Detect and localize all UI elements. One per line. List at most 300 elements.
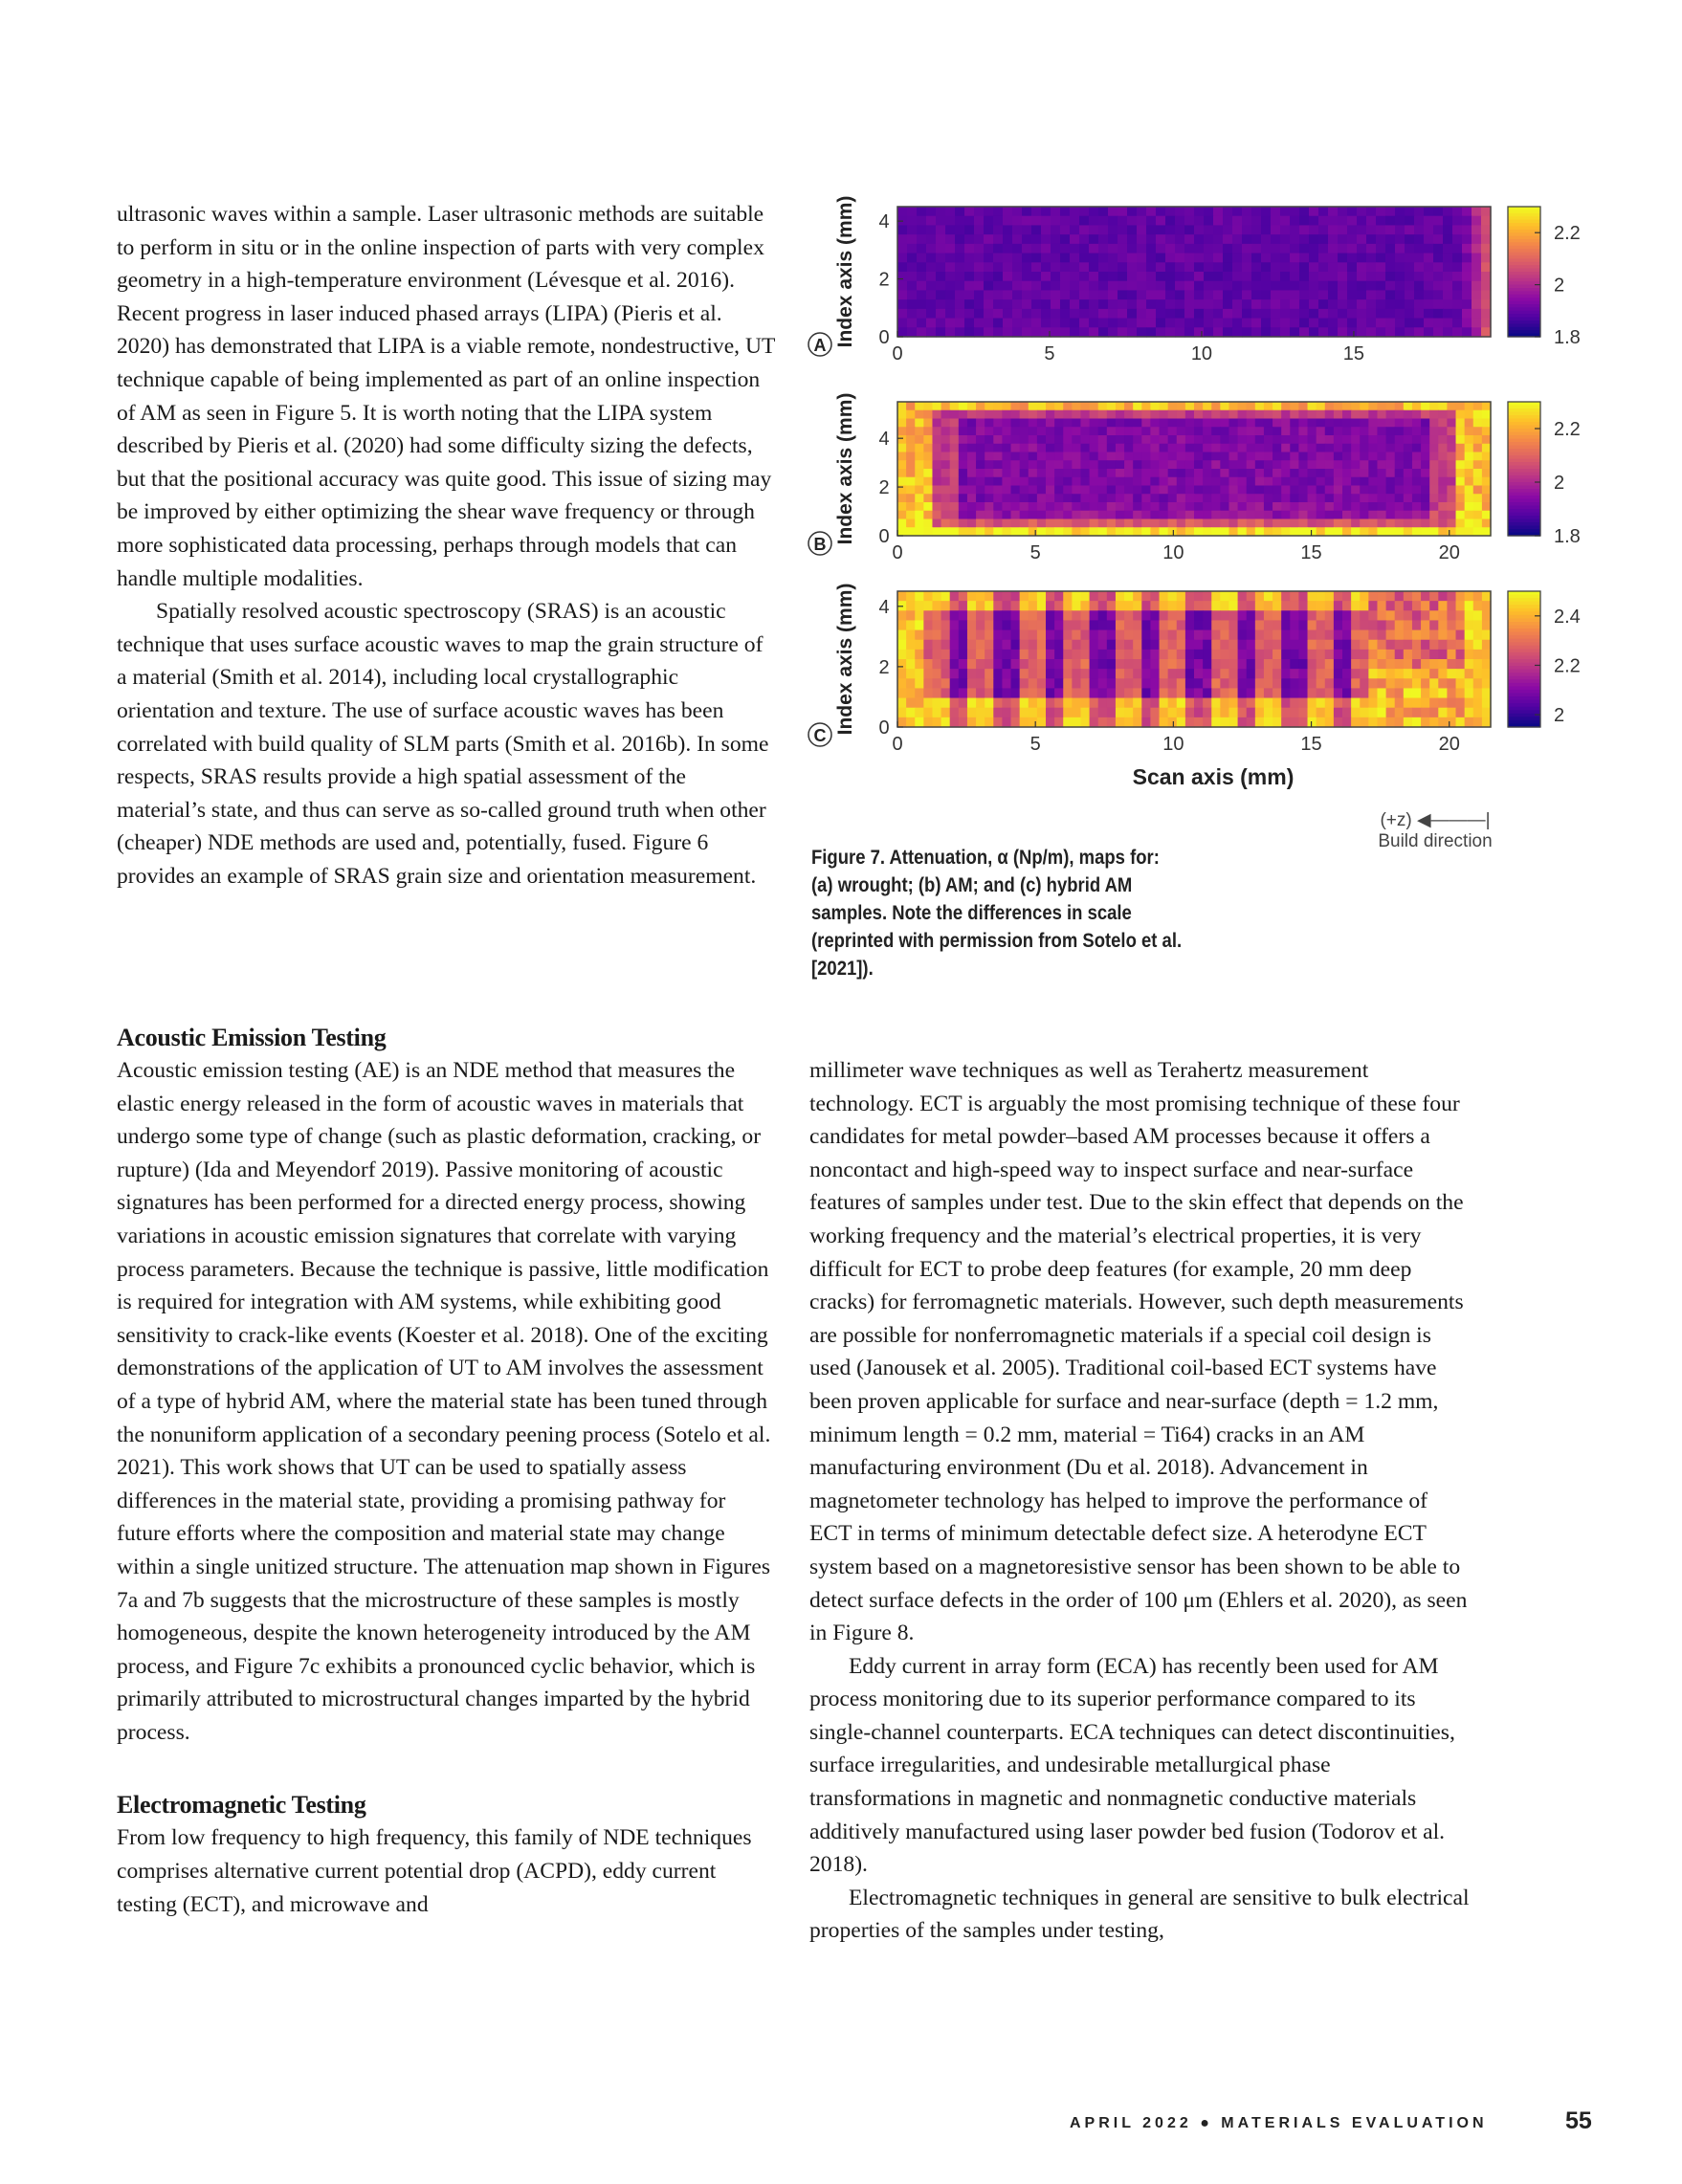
heatmap-cell xyxy=(1124,419,1134,428)
heatmap-cell xyxy=(1127,207,1138,216)
heatmap-cell xyxy=(1462,272,1472,281)
heatmap-cell xyxy=(1156,234,1166,244)
heatmap-cell xyxy=(1360,444,1369,452)
heatmap-cell xyxy=(984,254,994,263)
heatmap-cell xyxy=(1012,262,1023,272)
heatmap-cell xyxy=(1204,234,1214,244)
heatmap-cell xyxy=(976,717,985,728)
heatmap-cell xyxy=(906,610,916,621)
heatmap-cell xyxy=(1150,717,1160,728)
colorbar-segment xyxy=(1508,622,1540,626)
heatmap-cell xyxy=(1404,402,1413,410)
heatmap-cell xyxy=(1424,254,1434,263)
heatmap-cell xyxy=(1098,486,1108,495)
heatmap-cell xyxy=(1107,410,1117,419)
heatmap-cell xyxy=(1054,591,1064,602)
heatmap-cell xyxy=(1447,610,1456,621)
heatmap-cell xyxy=(915,511,924,519)
heatmap-cell xyxy=(1334,427,1343,435)
heatmap-cell xyxy=(959,502,968,511)
heatmap-cell xyxy=(1443,234,1453,244)
heatmap-cell xyxy=(1232,327,1243,337)
heatmap-cell xyxy=(1342,688,1352,698)
heatmap-cell xyxy=(1011,477,1021,486)
heatmap-cell xyxy=(1160,630,1169,641)
heatmap-cell xyxy=(1247,519,1256,528)
heatmap-cell xyxy=(1116,452,1125,461)
heatmap-cell xyxy=(1447,427,1456,435)
heatmap-cell xyxy=(1203,698,1212,709)
heatmap-cell xyxy=(1156,309,1166,319)
heatmap-cell xyxy=(1242,244,1252,254)
heatmap-cell xyxy=(1433,225,1444,234)
heatmap-cell xyxy=(950,708,960,718)
heatmap-cell xyxy=(1090,610,1099,621)
heatmap-cell xyxy=(1368,717,1378,728)
heatmap-cell xyxy=(1421,502,1430,511)
heatmap-cell xyxy=(1465,435,1474,444)
heatmap-cell xyxy=(1308,708,1317,718)
heatmap-cell xyxy=(1280,254,1291,263)
heatmap-cell xyxy=(1412,708,1422,718)
heatmap-cell xyxy=(1080,502,1090,511)
heatmap-cell xyxy=(1472,244,1482,254)
heatmap-cell xyxy=(1060,281,1071,291)
heatmap-cell xyxy=(1325,444,1335,452)
heatmap-cell xyxy=(1421,486,1430,495)
heatmap-cell xyxy=(1473,630,1483,641)
heatmap-cell xyxy=(1011,669,1021,679)
heatmap-cell xyxy=(959,519,968,528)
heatmap-cell xyxy=(906,402,916,410)
heatmap-cell xyxy=(1098,327,1109,337)
heatmap-cell xyxy=(1203,640,1212,651)
heatmap-cell xyxy=(1317,591,1326,602)
heatmap-cell xyxy=(1424,216,1434,226)
heatmap-cell xyxy=(1395,207,1405,216)
heatmap-cell xyxy=(1090,698,1099,709)
heatmap-cell xyxy=(1063,601,1073,611)
x-tick-label: 0 xyxy=(892,542,903,563)
heatmap-cell xyxy=(1107,688,1117,698)
heatmap-cell xyxy=(1412,419,1422,428)
x-tick-label: 15 xyxy=(1300,542,1322,563)
heatmap-cell xyxy=(1281,419,1291,428)
heatmap-cell xyxy=(1308,678,1317,689)
y-tick-label: 2 xyxy=(878,656,890,678)
colorbar-segment xyxy=(1508,469,1540,473)
heatmap-cell xyxy=(1299,254,1310,263)
heatmap-cell xyxy=(1368,640,1378,651)
heatmap-cell xyxy=(1046,650,1055,660)
heatmap-cell xyxy=(1298,659,1308,670)
heatmap-cell xyxy=(1281,410,1291,419)
heatmap-cell xyxy=(1328,299,1339,309)
heatmap-cell xyxy=(1360,460,1369,469)
heatmap-cell xyxy=(1063,640,1073,651)
heatmap-cell xyxy=(959,452,968,461)
heatmap-cell xyxy=(993,444,1003,452)
heatmap-cell xyxy=(1465,688,1474,698)
heatmap-cell xyxy=(1465,640,1474,651)
heatmap-cell xyxy=(1072,610,1081,621)
heatmap-cell xyxy=(1211,402,1221,410)
heatmap-cell xyxy=(1481,262,1492,272)
colorbar-segment xyxy=(1508,275,1540,278)
heatmap-cell xyxy=(1456,402,1466,410)
heatmap-cell xyxy=(1029,601,1038,611)
heatmap-cell xyxy=(1360,678,1369,689)
heatmap-cell xyxy=(1011,630,1021,641)
colorbar-segment xyxy=(1508,611,1540,615)
heatmap-cell xyxy=(1264,601,1273,611)
heatmap-cell xyxy=(941,402,951,410)
heatmap-cell xyxy=(907,207,918,216)
heatmap-cell xyxy=(932,717,941,728)
heatmap-cell xyxy=(1317,469,1326,477)
heatmap-cell xyxy=(1376,281,1386,291)
heatmap-cell xyxy=(1070,281,1080,291)
heatmap-cell xyxy=(1037,511,1047,519)
heatmap-cell xyxy=(1228,460,1238,469)
colorbar-segment xyxy=(1508,632,1540,636)
heatmap-cell xyxy=(1377,688,1386,698)
heatmap-cell xyxy=(1098,469,1108,477)
heatmap-cell xyxy=(1054,630,1064,641)
heatmap-cell xyxy=(1063,452,1073,461)
heatmap-cell xyxy=(1020,477,1029,486)
heatmap-cell xyxy=(1080,717,1090,728)
heatmap-cell xyxy=(1146,327,1157,337)
heatmap-cell xyxy=(917,327,927,337)
heatmap-cell xyxy=(1116,620,1125,630)
heatmap-cell xyxy=(1247,469,1256,477)
heatmap-cell xyxy=(1334,717,1343,728)
heatmap-cell xyxy=(1037,519,1047,528)
heatmap-cell xyxy=(1194,527,1204,536)
heatmap-cell xyxy=(1133,419,1142,428)
heatmap-cell xyxy=(923,669,933,679)
heatmap-cell xyxy=(1177,610,1186,621)
heatmap-cell xyxy=(1405,299,1415,309)
heatmap-cell xyxy=(1438,640,1448,651)
heatmap-cell xyxy=(950,640,960,651)
heatmap-cell xyxy=(1325,708,1335,718)
heatmap-cell xyxy=(923,452,933,461)
heatmap-cell xyxy=(1012,309,1023,319)
heatmap-cell xyxy=(967,460,977,469)
heatmap-cell xyxy=(1116,698,1125,709)
heatmap-cell xyxy=(1421,511,1430,519)
heatmap-cell xyxy=(1211,444,1221,452)
heatmap-cell xyxy=(1116,688,1125,698)
heatmap-cell xyxy=(1080,698,1090,709)
heatmap-cell xyxy=(1264,630,1273,641)
heatmap-cell xyxy=(1298,610,1308,621)
heatmap-cell xyxy=(993,486,1003,495)
colorbar-segment xyxy=(1508,642,1540,646)
colorbar-segment xyxy=(1508,666,1540,670)
heatmap-cell xyxy=(1414,281,1425,291)
heatmap-cell xyxy=(1223,327,1233,337)
heatmap-cell xyxy=(1351,601,1361,611)
heatmap-cell xyxy=(1175,290,1185,299)
heatmap-cell xyxy=(906,698,916,709)
heatmap-cell xyxy=(1072,427,1081,435)
heatmap-cell xyxy=(1046,620,1055,630)
paragraph: Electromagnetic techniques in general are sensitive to bulk electrical properties of the samples under testing, xyxy=(809,1885,1470,1944)
heatmap-cell xyxy=(1273,494,1282,502)
heatmap-cell xyxy=(932,620,941,630)
heatmap-cell xyxy=(941,650,951,660)
heatmap-cell xyxy=(1133,601,1142,611)
heatmap-cell xyxy=(1175,244,1185,254)
colorbar-segment xyxy=(1508,646,1540,650)
heatmap-cell xyxy=(985,698,994,709)
heatmap-cell xyxy=(1308,659,1317,670)
heatmap-cell xyxy=(1037,469,1047,477)
heatmap-cell xyxy=(1386,419,1396,428)
heatmap-cell xyxy=(1473,460,1483,469)
heatmap-cell xyxy=(1298,688,1308,698)
heatmap-cell xyxy=(915,669,924,679)
heatmap-cell xyxy=(1273,630,1282,641)
heatmap-cell xyxy=(1395,254,1405,263)
heatmap-cell xyxy=(1124,669,1134,679)
heatmap-cell xyxy=(1481,319,1492,328)
heatmap-cell xyxy=(1429,601,1439,611)
heatmap-cell xyxy=(1412,650,1422,660)
heatmap-cell xyxy=(1386,435,1396,444)
heatmap-cell xyxy=(1150,630,1160,641)
heatmap-cell xyxy=(1213,262,1224,272)
heatmap-cell xyxy=(1116,486,1125,495)
heatmap-cell xyxy=(1366,244,1377,254)
heatmap-cell xyxy=(976,460,985,469)
heatmap-cell xyxy=(1232,216,1243,226)
heatmap-cell xyxy=(1261,207,1272,216)
heatmap-cell xyxy=(1232,281,1243,291)
heatmap-cell xyxy=(1395,502,1405,511)
heatmap-cell xyxy=(1290,494,1299,502)
heatmap-cell xyxy=(1228,527,1238,536)
heatmap-cell xyxy=(1185,717,1195,728)
heatmap-cell xyxy=(1334,519,1343,528)
heatmap-cell xyxy=(1150,410,1160,419)
heatmap-cell xyxy=(1317,511,1326,519)
heatmap-cell xyxy=(1347,327,1358,337)
heatmap-cell xyxy=(1309,207,1319,216)
heatmap-cell xyxy=(1090,640,1099,651)
heatmap-cell xyxy=(926,244,937,254)
heatmap-cell xyxy=(1404,610,1413,621)
heatmap-cell xyxy=(926,272,937,281)
heatmap-cell xyxy=(1011,698,1021,709)
heatmap-cell xyxy=(1063,678,1073,689)
heatmap-cell xyxy=(1404,620,1413,630)
heatmap-cell xyxy=(1456,698,1466,709)
heatmap-cell xyxy=(1412,630,1422,641)
heatmap-cell xyxy=(1462,290,1472,299)
heatmap-cell xyxy=(1325,460,1335,469)
heatmap-cell xyxy=(1238,460,1248,469)
heatmap-cell xyxy=(1060,309,1071,319)
heatmap-cell xyxy=(907,225,918,234)
heatmap-cell xyxy=(1325,688,1335,698)
heatmap-cell xyxy=(1351,444,1361,452)
heatmap-cell xyxy=(993,281,1004,291)
heatmap-cell xyxy=(1168,640,1178,651)
heatmap-cell xyxy=(1255,477,1265,486)
heatmap-cell xyxy=(941,444,951,452)
heatmap-cell xyxy=(1395,610,1405,621)
heatmap-cell xyxy=(923,477,933,486)
heatmap-cell xyxy=(1462,207,1472,216)
heatmap-cell xyxy=(1334,527,1343,536)
heatmap-cell xyxy=(907,299,918,309)
heatmap-cell xyxy=(1261,281,1272,291)
heatmap-cell xyxy=(1386,678,1396,689)
colorbar-tick-label: 2.4 xyxy=(1554,606,1581,628)
heatmap-cell xyxy=(1264,688,1273,698)
heatmap-cell xyxy=(1194,486,1204,495)
heatmap-cell xyxy=(1308,427,1317,435)
heatmap-cell xyxy=(1046,452,1055,461)
heatmap-cell xyxy=(1325,698,1335,709)
heatmap-cell xyxy=(976,410,985,419)
heatmap-cell xyxy=(1150,620,1160,630)
heatmap-cell xyxy=(993,410,1003,419)
heatmap-cell xyxy=(1298,620,1308,630)
heatmap-cell xyxy=(1116,640,1125,651)
heatmap-cell xyxy=(1473,640,1483,651)
heatmap-cell xyxy=(1299,309,1310,319)
heatmap-cell xyxy=(1255,630,1265,641)
heatmap-cell xyxy=(923,511,933,519)
heatmap-cell xyxy=(950,419,960,428)
x-tick-label: 5 xyxy=(1029,542,1041,563)
heatmap-cell xyxy=(1462,225,1472,234)
heatmap-cell xyxy=(1002,717,1011,728)
heatmap-cell xyxy=(1090,494,1099,502)
heatmap-cell xyxy=(1386,601,1396,611)
heatmap-cell xyxy=(1041,254,1051,263)
heatmap-cell xyxy=(1079,244,1090,254)
heatmap-cell xyxy=(1433,272,1444,281)
heatmap-cell xyxy=(1020,708,1029,718)
heatmap-cell xyxy=(1194,630,1204,641)
heatmap-cell xyxy=(1080,630,1090,641)
heatmap-cell xyxy=(1385,290,1396,299)
heatmap-cell xyxy=(1404,486,1413,495)
heatmap-cell xyxy=(1438,410,1448,419)
heatmap-cell xyxy=(897,650,907,660)
heatmap-cell xyxy=(1194,319,1205,328)
heatmap-cell xyxy=(1421,640,1430,651)
heatmap-cell xyxy=(1465,460,1474,469)
colorbar-segment xyxy=(1508,652,1540,656)
heatmap-cell xyxy=(923,717,933,728)
heatmap-cell xyxy=(1242,225,1252,234)
heatmap-cell xyxy=(897,519,907,528)
heatmap-cell xyxy=(976,502,985,511)
heatmap-cell xyxy=(1046,477,1055,486)
heatmap-cell xyxy=(1281,640,1291,651)
heatmap-cell xyxy=(1273,402,1282,410)
heatmap-cell xyxy=(1223,309,1233,319)
heatmap-cell xyxy=(1280,216,1291,226)
heatmap-cell xyxy=(1473,678,1483,689)
paragraph: From low frequency to high frequency, this family of NDE techniques comprises alternative current potential drop (ACPD), eddy current testing (ECT), and microwave and xyxy=(117,1825,752,1917)
heatmap-cell xyxy=(1325,486,1335,495)
heatmap-cell xyxy=(1063,511,1073,519)
heatmap-cell xyxy=(1473,502,1483,511)
heatmap-cell xyxy=(1118,272,1128,281)
heatmap-cell xyxy=(1160,678,1169,689)
heatmap-cell xyxy=(1177,717,1186,728)
heatmap-cell xyxy=(967,708,977,718)
heatmap-cell xyxy=(967,527,977,536)
heatmap-cell xyxy=(1213,319,1224,328)
heatmap-cell xyxy=(1116,669,1125,679)
heatmap-cell xyxy=(1421,444,1430,452)
heatmap-cell xyxy=(1037,486,1047,495)
heatmap-cell xyxy=(1456,601,1466,611)
heatmap-cell xyxy=(1247,630,1256,641)
heatmap-cell xyxy=(1421,477,1430,486)
heatmap-cell xyxy=(1318,299,1329,309)
heatmap-cell xyxy=(1020,469,1029,477)
heatmap-cell xyxy=(1090,630,1099,641)
heatmap-cell xyxy=(1429,620,1439,630)
heatmap-cell xyxy=(1107,435,1117,444)
heatmap-cell xyxy=(1318,281,1329,291)
colorbar-segment xyxy=(1508,295,1540,298)
heatmap-cell xyxy=(941,669,951,679)
heatmap-cell xyxy=(923,698,933,709)
heatmap-cell xyxy=(941,511,951,519)
heatmap-cell xyxy=(1424,234,1434,244)
heatmap-cell xyxy=(1247,591,1256,602)
heatmap-cell xyxy=(1424,272,1434,281)
heatmap-cell xyxy=(1175,207,1185,216)
heatmap-cell xyxy=(1213,216,1224,226)
heatmap-cell xyxy=(917,272,927,281)
colorbar-segment xyxy=(1508,529,1540,533)
heatmap-cell xyxy=(1037,477,1047,486)
heatmap-cell xyxy=(1211,486,1221,495)
heatmap-cell xyxy=(1063,717,1073,728)
heatmap-cell xyxy=(1070,225,1080,234)
heatmap-cell xyxy=(1429,494,1439,502)
heatmap-cell xyxy=(1079,234,1090,244)
heatmap-cell xyxy=(1220,601,1229,611)
heatmap-cell xyxy=(1041,225,1051,234)
heatmap-cell xyxy=(1473,511,1483,519)
heatmap-cell xyxy=(1462,244,1472,254)
heatmap-cell xyxy=(1046,630,1055,641)
heatmap-cell xyxy=(1211,519,1221,528)
heatmap-cell xyxy=(906,630,916,641)
heatmap-cell xyxy=(1456,688,1466,698)
x-tick-label: 10 xyxy=(1190,343,1213,364)
heatmap-cell xyxy=(1046,502,1055,511)
heatmap-cell xyxy=(1037,452,1047,461)
heatmap-cell xyxy=(1228,402,1238,410)
heatmap-cell xyxy=(1325,669,1335,679)
heatmap-cell xyxy=(1368,427,1378,435)
heatmap-cell xyxy=(897,610,907,621)
